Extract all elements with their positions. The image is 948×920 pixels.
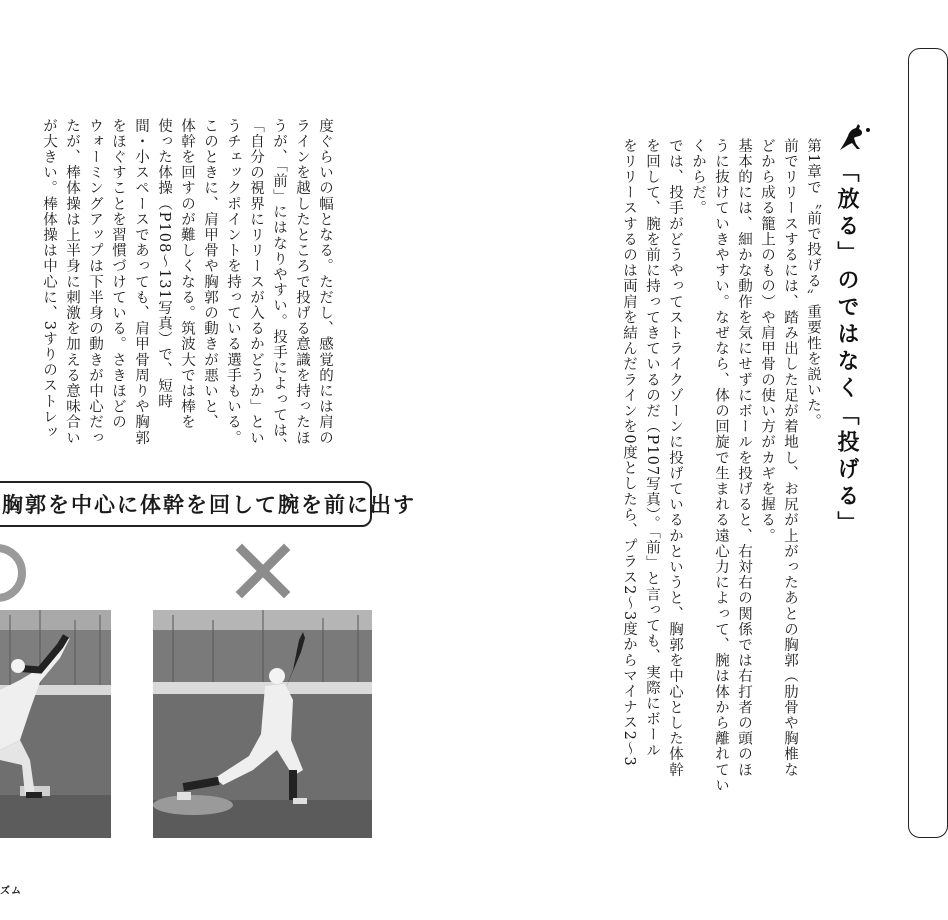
right-line: では、投手がどうやってストライクゾーンに投げているかというと、胸郭を中心とした体幹 bbox=[667, 138, 683, 778]
wrong-cross-icon bbox=[236, 544, 290, 598]
page-edge-tab bbox=[908, 48, 948, 838]
left-line: たが、棒体操は上半身に刺激を加える意味合い bbox=[64, 118, 80, 446]
left-line: 間・小スペースであっても、肩甲骨周りや胸郭 bbox=[133, 118, 149, 446]
right-line: 基本的には、細かな動作を気にせずにボールを投げると、右対右の関係では右打者の頭のほ bbox=[736, 138, 752, 778]
left-line: をほぐすことを習慣づけている。さきほどの bbox=[110, 118, 126, 430]
right-line: をリリースするのは両肩を結んだラインを0度としたら、プラス2〜3度からマイナス2〜3 bbox=[621, 138, 637, 767]
right-line: くからだ。 bbox=[690, 138, 706, 216]
kangaroo-icon bbox=[834, 120, 868, 154]
left-line: このときに、肩甲骨や胸郭の動きが悪いと、 bbox=[202, 118, 218, 430]
figure-caption-text: 胸郭を中心に体幹を回して腕を前に出す bbox=[2, 493, 416, 517]
left-line: 使った体操（P108〜131写真）で、短時 bbox=[156, 118, 172, 410]
figure-caption bbox=[0, 481, 416, 527]
section-heading: 「放る」のではなく「投げる」 bbox=[834, 160, 859, 538]
left-line: 「自分の視界にリリースが入るかどうか」とい bbox=[248, 118, 264, 446]
left-line: ラインを越したところで投げる意識を持ったほ bbox=[294, 118, 310, 446]
right-line: どから成る籠上のもの）や肩甲骨の使い方がカギを握る。 bbox=[759, 138, 775, 544]
footer-running-title: ズム bbox=[0, 886, 22, 897]
right-line: 前でリリースするには、踏み出した足が着地し、お尻が上がったあとの胸郭（肋骨や胸椎な bbox=[782, 138, 798, 778]
left-line: が大きい。棒体操は中心に、3すりのストレッ bbox=[41, 118, 57, 441]
right-line: 第1章で〝前で投げる〟重要性を説いた。 bbox=[805, 138, 821, 430]
left-line: 度ぐらいの幅となる。ただし、感覚的には肩の bbox=[317, 118, 333, 446]
left-line: うチェックポイントを持っている選手もいる。 bbox=[225, 118, 241, 446]
left-line: ウォーミングアップは下半身の動きが中心だっ bbox=[87, 118, 103, 446]
right-line: を回して、腕を前に持ってきているのだ（P107写真）。「前」と言っても、実際にボール bbox=[644, 138, 660, 759]
left-line: うが、「前」にはなりやすい。投手によっては、 bbox=[271, 118, 287, 454]
left-page-body bbox=[0, 118, 336, 458]
right-page-body bbox=[617, 138, 824, 798]
photo-good-example bbox=[0, 610, 111, 838]
photo-bad-example bbox=[153, 610, 372, 838]
left-line: 体幹を回すのが難しくなる。筑波大では棒を bbox=[179, 118, 195, 430]
correct-circle-icon bbox=[0, 544, 26, 602]
right-line: うに抜けていきやすい。なぜなら、体の回旋で生まれる遠心力によって、腕は体から離れてい bbox=[713, 138, 729, 794]
